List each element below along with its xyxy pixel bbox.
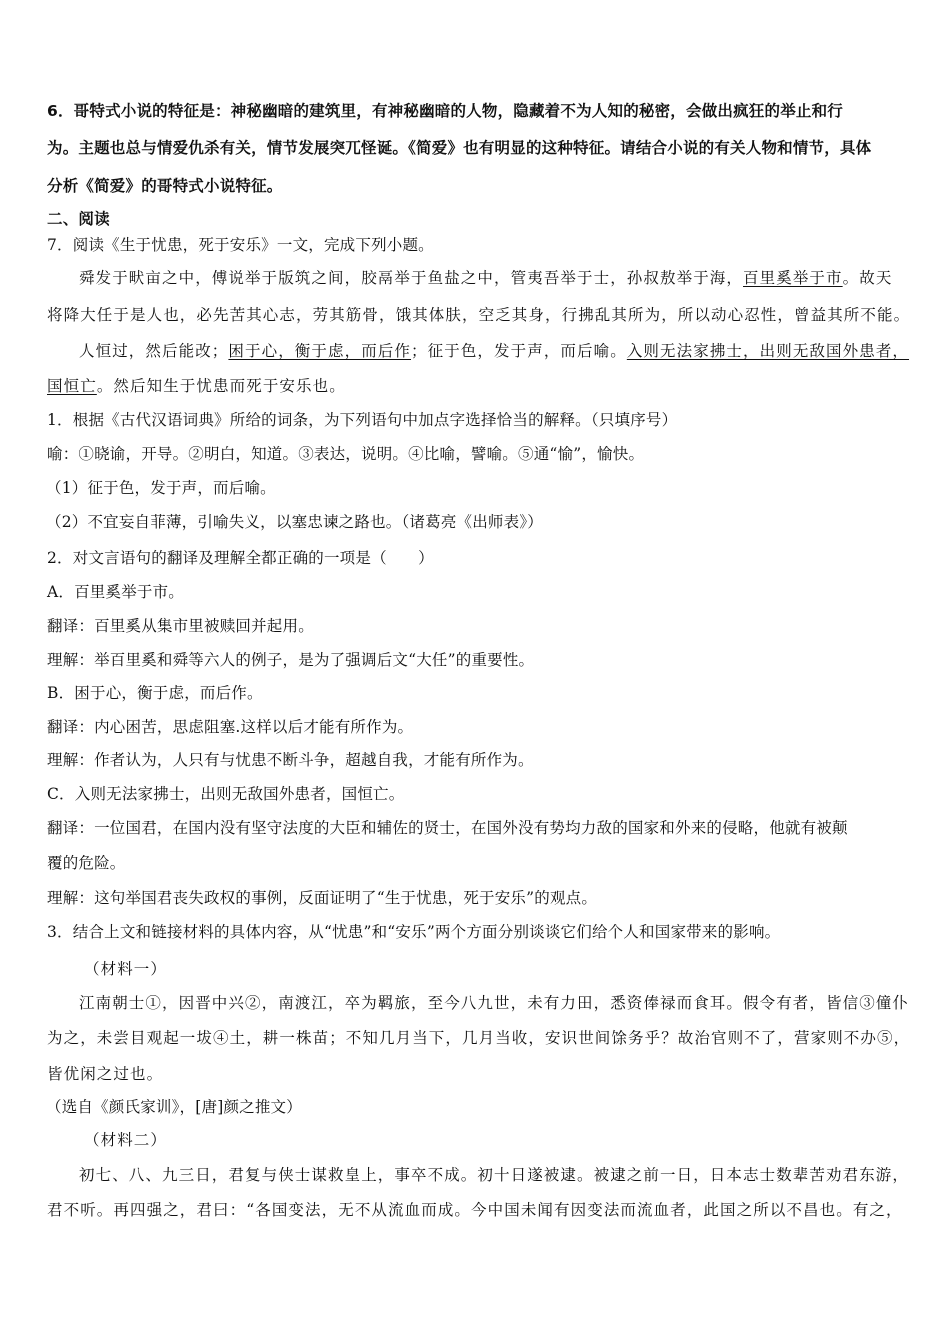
passage-p2-line-2 bbox=[47, 376, 913, 396]
passage-text: ；征于色，发于声，而后喻。 bbox=[411, 342, 627, 360]
option-b-title: B．困于心，衡于虑，而后作。 bbox=[47, 684, 263, 702]
passage-p2-line-1 bbox=[79, 341, 913, 361]
passage-text: 。然后知生于忧患而死于安乐也。 bbox=[96, 377, 346, 395]
material-2-line-2: 君不听。再四强之，君曰：“各国变法，无不从流血而成。今中国未闻有因变法而流血者，此国之所以不昌也。有之， bbox=[47, 1201, 903, 1219]
sub1-item-1: （1）征于色，发于声，而后喻。 bbox=[46, 479, 276, 497]
material-1-label: （材料一） bbox=[84, 960, 168, 978]
section-heading-reading: 二、阅读 bbox=[47, 210, 110, 228]
q6-line-2: 为。主题也总与情爱仇杀有关，情节发展突兀怪诞。《简爱》也有明显的这种特征。请结合小说的有关人物和情节，具体 bbox=[47, 139, 872, 157]
underlined-phrase: 困于心，衡于虑，而后作 bbox=[228, 342, 412, 360]
option-a-translation: 翻译：百里奚从集市里被赎回并起用。 bbox=[47, 617, 314, 635]
sub1-item-2: （2）不宜妄自菲薄，引喻失义，以塞忠谏之路也。（诸葛亮《出师表》） bbox=[46, 513, 543, 531]
option-c-translation-line-2: 覆的危险。 bbox=[47, 854, 126, 872]
option-c-understanding: 理解：这句举国君丧失政权的事例，反面证明了“生于忧患，死于安乐”的观点。 bbox=[47, 889, 598, 907]
passage-text: 舜发于畎亩之中，傅说举于版筑之间，胶鬲举于鱼盐之中，管夷吾举于士，孙叔敖举于海， bbox=[79, 269, 744, 287]
material-1-source: （选自《颜氏家训》，[唐]颜之推文） bbox=[46, 1098, 302, 1116]
underlined-phrase: 百里奚举于市 bbox=[743, 269, 843, 287]
material-1-line-3: 皆优闲之过也。 bbox=[47, 1065, 164, 1083]
option-a-title: A．百里奚举于市。 bbox=[47, 583, 184, 601]
sub2-stem: 2．对文言语句的翻译及理解全都正确的一项是（ ） bbox=[47, 549, 434, 567]
material-1-line-1: 江南朝士①，因晋中兴②，南渡江，卒为羁旅，至今八九世，未有力田，悉资俸禄而食耳。假令有者，皆信③僮仆 bbox=[79, 994, 910, 1012]
q7-intro: 7．阅读《生于忧患，死于安乐》一文，完成下列小题。 bbox=[47, 236, 434, 254]
option-b-understanding: 理解：作者认为，人只有与忧患不断斗争，超越自我，才能有所作为。 bbox=[47, 751, 534, 769]
sub1-definitions: 喻：①晓谕，开导。②明白，知道。③表达，说明。④比喻，譬喻。⑤通“愉”，愉快。 bbox=[47, 445, 645, 463]
option-b-translation: 翻译：内心困苦，思虑阻塞.这样以后才能有所作为。 bbox=[47, 718, 414, 736]
passage-p1-line-2: 将降大任于是人也，必先苦其心志，劳其筋骨，饿其体肤，空乏其身，行拂乱其所为，所以动心忍性，曾益其所不能。 bbox=[47, 306, 911, 324]
underlined-phrase: 国恒亡 bbox=[47, 377, 97, 395]
material-1-line-2: 为之，未尝目观起一坺④土，耕一株苗；不知几月当下，几月当收，安识世间馀务乎？故治官则不了，营家则不办⑤， bbox=[47, 1029, 911, 1047]
option-c-title: C．入则无法家拂士，出则无敌国外患者，国恒亡。 bbox=[47, 785, 405, 803]
option-a-understanding: 理解：举百里奚和舜等六人的例子，是为了强调后文“大任”的重要性。 bbox=[47, 651, 535, 669]
passage-text: 。故天 bbox=[842, 269, 893, 287]
q6-line-3: 分析《简爱》的哥特式小说特征。 bbox=[47, 177, 283, 195]
material-2-line-1: 初七、八、九三日，君复与侠士谋救皇上，事卒不成。初十日遂被逮。被逮之前一日，日本志士数辈苦劝君东游， bbox=[79, 1166, 910, 1184]
underlined-phrase: 入则无法家拂士，出则无敌国外患者， bbox=[626, 342, 910, 360]
material-2-label: （材料二） bbox=[84, 1131, 168, 1149]
sub1-stem: 1．根据《古代汉语词典》所给的词条，为下列语句中加点字选择恰当的解释。（只填序号） bbox=[47, 411, 678, 429]
sub3-stem: 3．结合上文和链接材料的具体内容，从“忧患”和“安乐”两个方面分别谈谈它们给个人和国家带来的影响。 bbox=[47, 923, 781, 941]
option-c-translation-line-1: 翻译：一位国君，在国内没有坚守法度的大臣和辅佐的贤士，在国外没有势均力敌的国家和外来的侵略，他就有被颠 bbox=[47, 819, 848, 837]
passage-p1-line-1 bbox=[79, 268, 913, 288]
q6-line-1: 6．哥特式小说的特征是：神秘幽暗的建筑里，有神秘幽暗的人物，隐藏着不为人知的秘密，会做出疯狂的举止和行 bbox=[47, 102, 843, 120]
passage-text: 人恒过，然后能改； bbox=[79, 342, 229, 360]
